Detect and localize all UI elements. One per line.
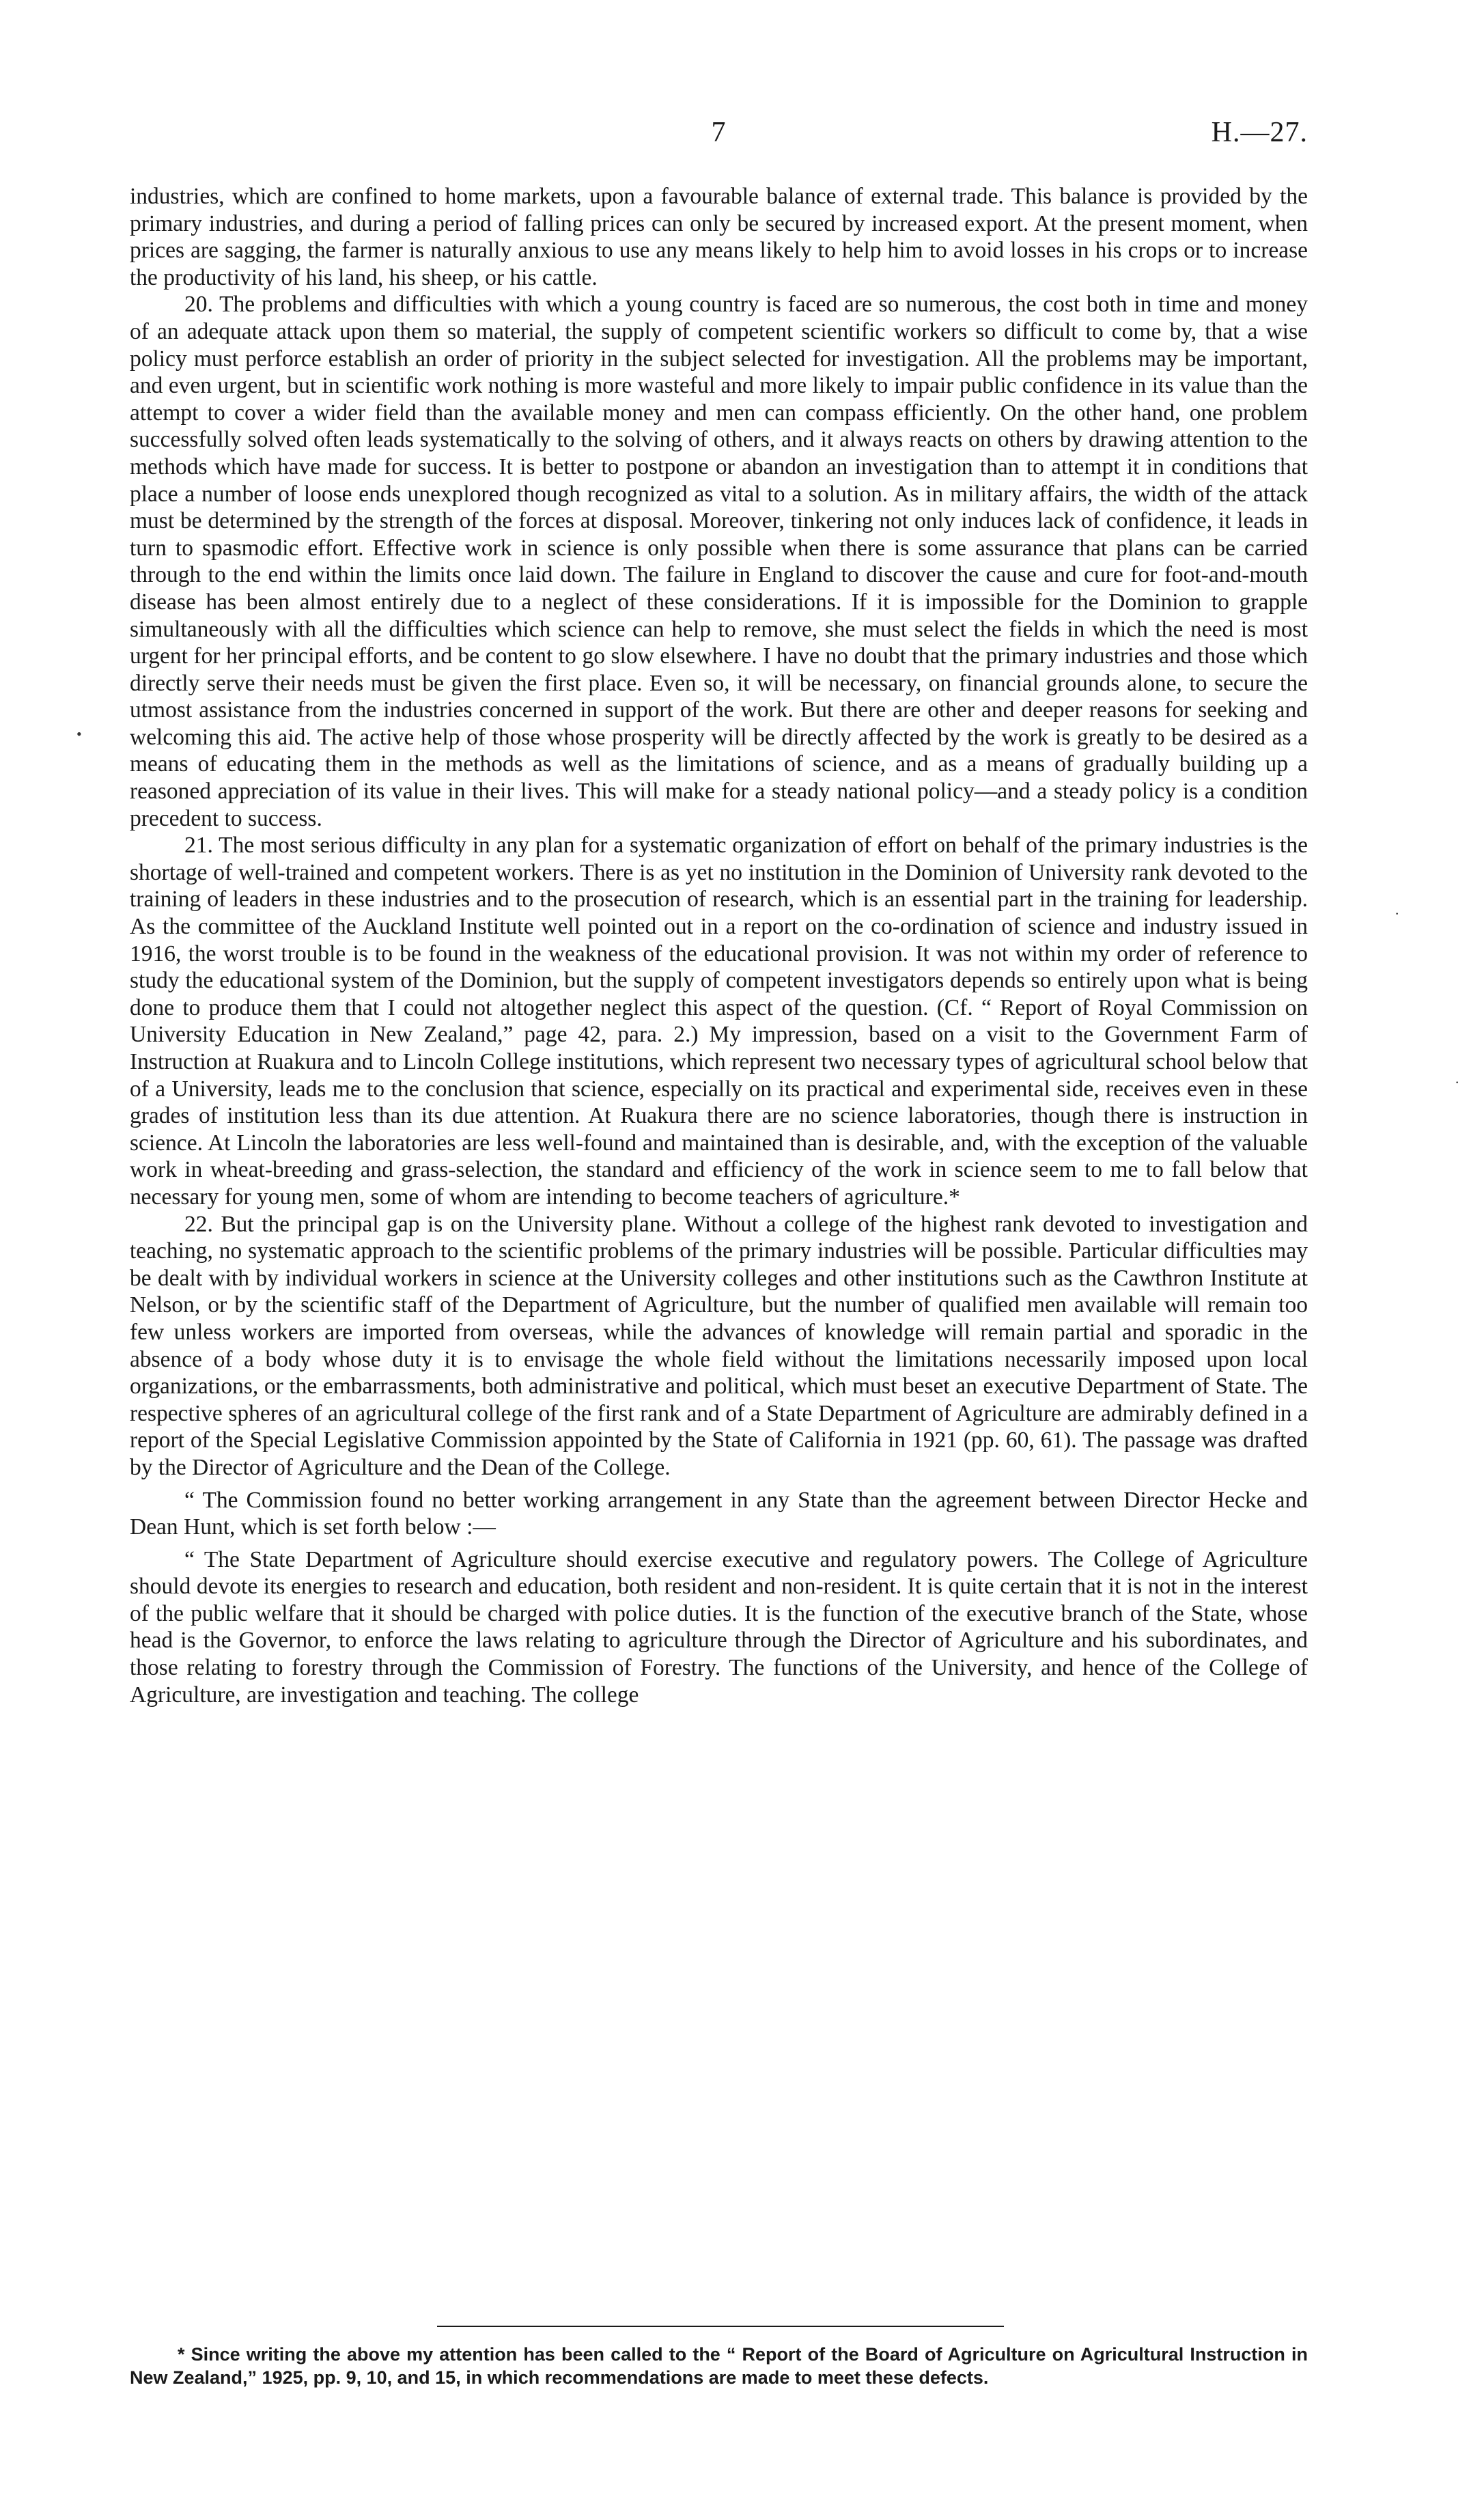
quote-intro: “ The Commission found no better working arrangement in any State than the agreement between Director Hecke and Dean Hunt, which is set forth below :—	[130, 1487, 1308, 1540]
page-header	[130, 116, 1308, 157]
margin-dot-mark: ·	[1455, 1074, 1460, 1091]
footnote-divider	[437, 2326, 1004, 2327]
report-code: H.—27.	[1211, 117, 1308, 148]
footnote: * Since writing the above my attention has been called to the “ Report of the Board of Agriculture on Agricultural Instruction in New Zealand,” 1925, pp. 9, 10, and 15, in which recommendations are made to meet these defects.	[130, 2344, 1308, 2388]
page-number: 7	[711, 117, 727, 148]
paragraph-22: 22. But the principal gap is on the University plane. Without a college of the highest rank devoted to investigation and teaching, no systematic approach to the scientific problems of the primary industries will be possible. Particular difficulties may be dealt with by individual workers in science at the University colleges and other institutions such as the Cawthron Institute at Nelson, or by the scientific staff of the Department of Agriculture, but the number of qualified men available will remain too few unless workers are imported from overseas, while the advances of knowledge will remain partial and sporadic in the absence of a body whose duty it is to envisage the whole field without the limitations necessarily imposed upon local organizations, or the embarrassments, both administrative and political, which must beset an executive Department of State. The respective spheres of an agricultural college of the first rank and of a State Department of Agriculture are admirably defined in a report of the Special Legislative Commission appointed by the State of California in 1921 (pp. 60, 61). The passage was drafted by the Director of Agriculture and the Dean of the College.	[130, 1211, 1308, 1480]
paragraph-continuation: industries, which are confined to home markets, upon a favourable balance of external trade. This balance is provided by the primary industries, and during a period of falling prices can only be secured by increased export. At the present moment, when prices are sagging, the farmer is naturally anxious to use any means likely to help him to avoid losses in his crops or to increase the productivity of his land, his sheep, or his cattle.	[130, 184, 1308, 290]
spacer	[130, 1541, 1308, 1546]
margin-dot-mark: •	[76, 725, 82, 742]
paragraph-21: 21. The most serious difficulty in any plan for a systematic organization of effort on behalf of the primary industries is the shortage of well-trained and competent workers. There is as yet no institution in the Dominion of University rank devoted to the training of leaders in these industries and to the prosecution of research, which is an essential part in the training for leadership. As the committee of the Auckland Institute well pointed out in a report on the co-ordination of science and industry issued in 1916, the worst trouble is to be found in the weakness of the educational provision. It was not within my order of reference to study the educational system of the Dominion, but the supply of competent investigators depends so entirely upon what is being done to produce them that I could not altogether neglect this aspect of the question. (Cf. “ Report of Royal Commission on University Education in New Zealand,” page 42, para. 2.) My impression, based on a visit to the Government Farm of Instruction at Ruakura and to Lincoln College institutions, which represent two necessary types of agricultural school below that of a University, leads me to the conclusion that science, especially on its practical and experimental side, receives even in these grades of institution less than its due attention. At Ruakura there are no science laboratories, though there is instruction in science. At Lincoln the laboratories are less well-found and maintained than is desirable, and, with the exception of the valuable work in wheat-breeding and grass-selection, the standard and efficiency of the work in science seem to me to fall below that necessary for young men, some of whom are intending to become teachers of agriculture.*	[130, 833, 1308, 1210]
body-text	[130, 183, 1308, 1708]
margin-dot-mark: ·	[1395, 905, 1400, 922]
spacer	[130, 1481, 1308, 1487]
paragraph-20: 20. The problems and difficulties with which a young country is faced are so numerous, the cost both in time and money of an adequate attack upon them so material, the supply of competent scientific workers so difficult to come by, that a wise policy must perforce establish an order of priority in the subject selected for investigation. All the problems may be important, and even urgent, but in scientific work nothing is more wasteful and more likely to impair public confidence in its value than the attempt to cover a wider field than the available money and men can compass efficiently. On the other hand, one problem successfully solved often leads systematically to the solving of others, and it always reacts on others by drawing attention to the methods which have made for success. It is better to postpone or abandon an investigation than to attempt it in conditions that place a number of loose ends unexplored though recognized as vital to a solution. As in military affairs, the width of the attack must be determined by the strength of the forces at disposal. Moreover, tinkering not only induces lack of confidence, it leads in turn to spasmodic effort. Effective work in science is only possible when there is some assurance that plans can be carried through to the end within the limits once laid down. The failure in England to discover the cause and cure for foot-and-mouth disease has been almost entirely due to a neglect of these considerations. If it is impossible for the Dominion to grapple simultaneously with all the difficulties which science can help to remove, she must select the fields in which the need is most urgent for her principal efforts, and be content to go slow elsewhere. I have no doubt that the primary industries and those which directly serve their needs must be given the first place. Even so, it will be necessary, on financial grounds alone, to secure the utmost assistance from the industries concerned in support of the work. But there are other and deeper reasons for seeking and welcoming this aid. The active help of those whose prosperity will be directly affected by the work is greatly to be desired as a means of educating them in the methods as well as the limitations of science, and as a means of gradually building up a reasoned appreciation of its value in their lives. This will make for a steady national policy—and a steady policy is a condition precedent to success.	[130, 292, 1308, 831]
quote-body: “ The State Department of Agriculture should exercise executive and regulatory powers. The College of Agriculture should devote its energies to research and education, both resident and non-resident. It is quite certain that it is not in the interest of the public welfare that it should be charged with police duties. It is the function of the executive branch of the State, whose head is the Governor, to enforce the laws relating to agriculture through the Director of Agriculture and his subordinates, and those relating to forestry through the Commission of Forestry. The functions of the University, and hence of the College of Agriculture, are investigation and teaching. The college	[130, 1546, 1308, 1708]
